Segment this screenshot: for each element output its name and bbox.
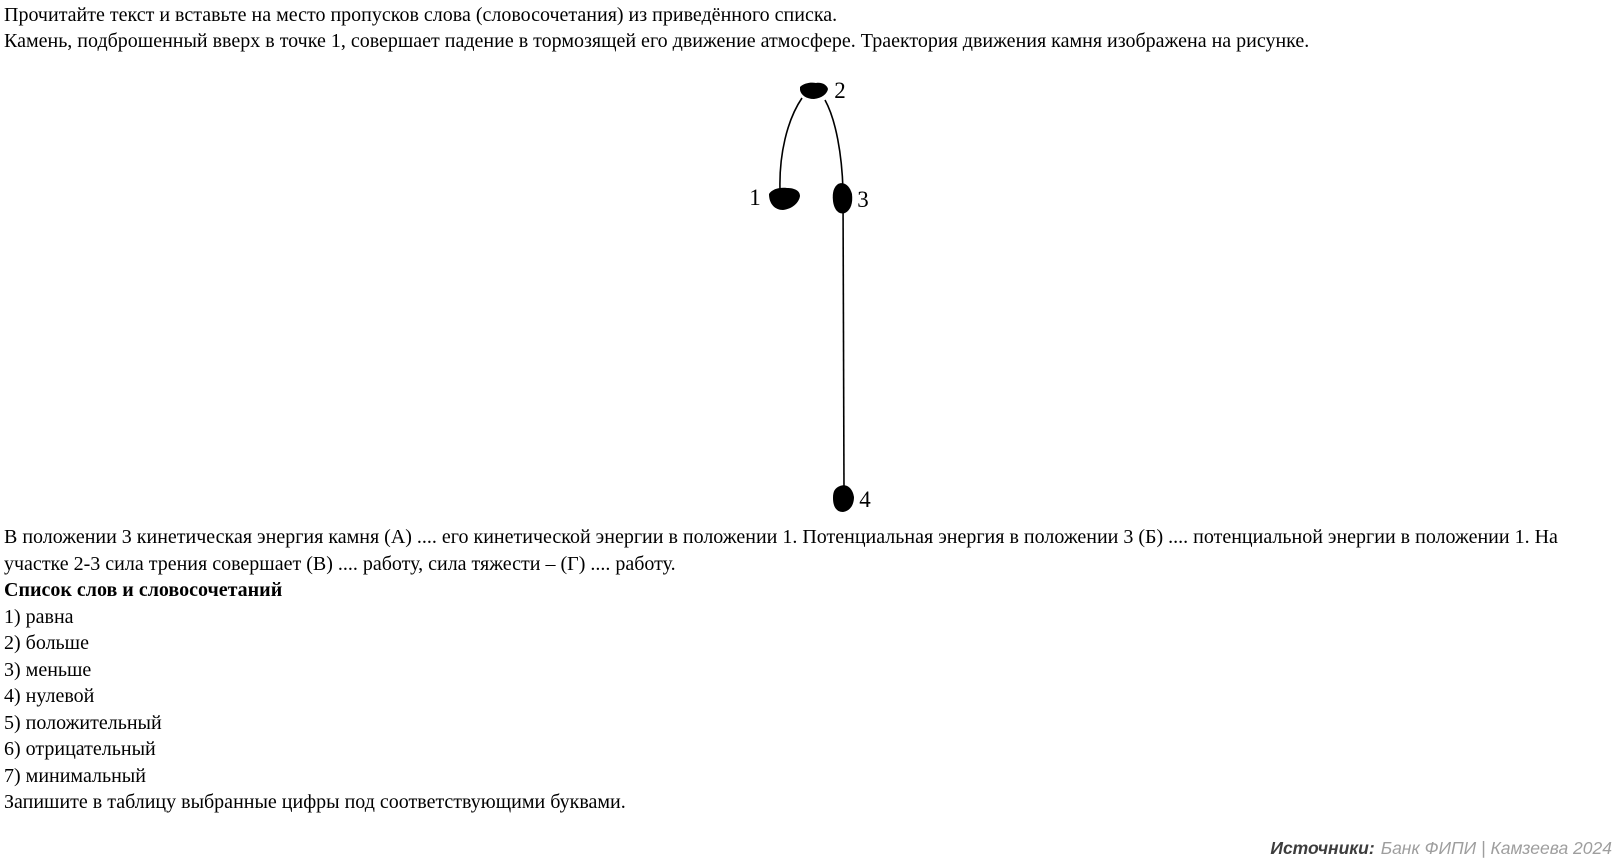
intro-line-2: Камень, подброшенный вверх в точке 1, совершает падение в тормозящей его движение атмосфере. Траектория движения камня изображена на рисунке.	[4, 30, 1310, 52]
word-option-6: 6) отрицательный	[4, 738, 156, 760]
word-option-4: 4) нулевой	[4, 685, 95, 707]
trajectory-svg	[726, 60, 886, 520]
sources-value: Банк ФИПИ | Камзеева 2024	[1380, 838, 1612, 858]
word-option-5: 5) положительный	[4, 711, 162, 734]
stone-point-4	[833, 485, 854, 512]
word-list-title: Список слов и словосочетаний	[4, 579, 283, 601]
stone-point-1	[769, 188, 800, 210]
trajectory-fall-line	[843, 190, 844, 491]
word-option-7: 7) минимальный	[4, 764, 146, 787]
task-paragraph: В положении 3 кинетическая энергия камня (А) .... его кинетической энергии в положении 1. Потенциальная энергия в положении 3 (Б) .... потенциальной энергии в положении 1. На участке 2-3 сила трения совершает (В) .... работу, сила тяжести – (Г) .... работу.	[4, 526, 1558, 575]
point-label-2: 2	[834, 78, 846, 103]
word-option-1: 1) равна	[4, 605, 74, 628]
point-label-1: 1	[749, 185, 761, 210]
trajectory-arc-up	[780, 98, 802, 190]
stone-point-2	[800, 83, 828, 99]
trajectory-figure	[726, 60, 886, 520]
intro-line-1: Прочитайте текст и вставьте на место пропусков слова (словосочетания) из приведённого списка.	[4, 4, 838, 26]
task-intro	[4, 2, 1612, 54]
point-label-3: 3	[857, 187, 869, 212]
point-label-4: 4	[859, 487, 871, 512]
sources-label: Источники:	[1270, 838, 1375, 858]
trajectory-arc-down	[825, 100, 843, 190]
sources-footer	[1270, 837, 1612, 859]
word-option-3: 3) меньше	[4, 658, 92, 681]
task-instruction: Запишите в таблицу выбранные цифры под соответствующими буквами.	[4, 791, 626, 813]
stone-point-3	[833, 183, 853, 213]
word-option-2: 2) больше	[4, 632, 89, 654]
task-body	[4, 524, 1612, 816]
